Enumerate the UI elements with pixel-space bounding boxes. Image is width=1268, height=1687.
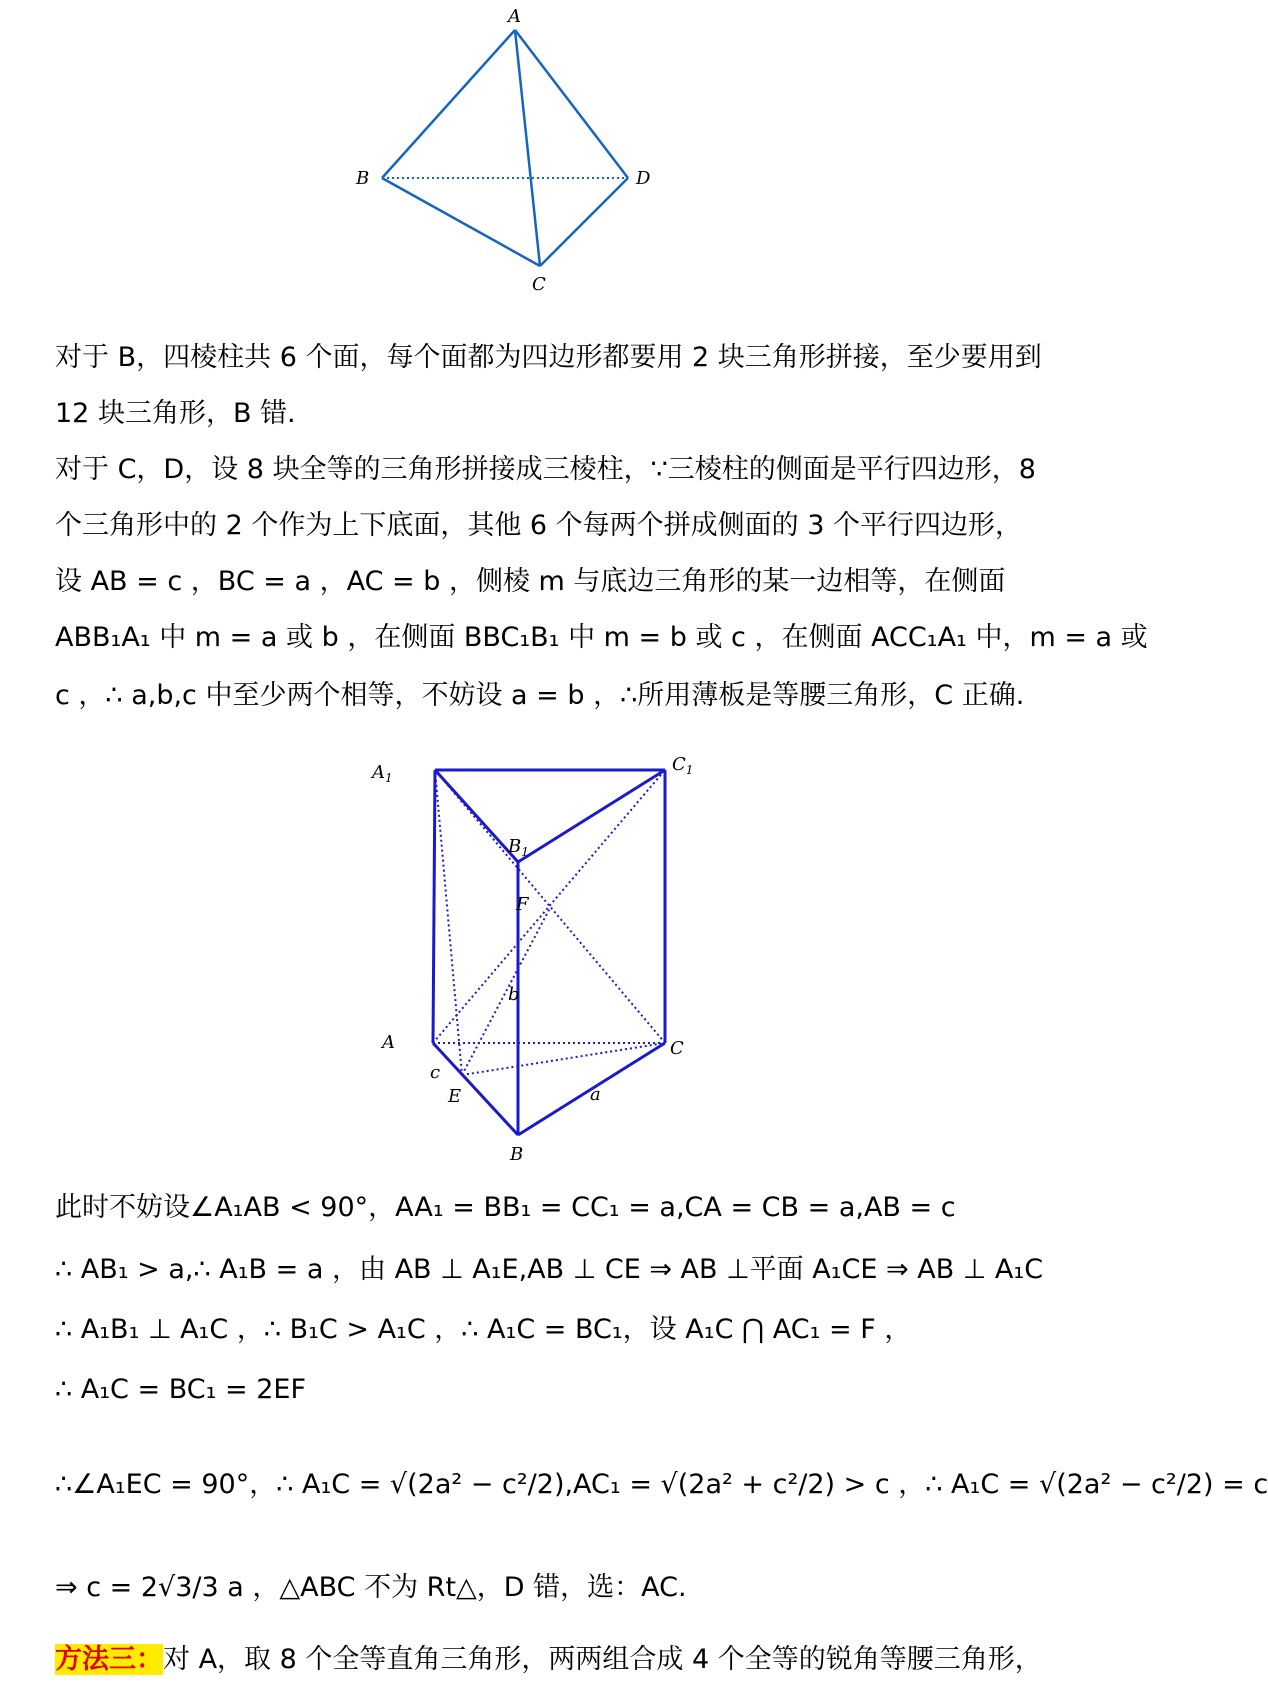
para-cd-line1: 对于 C，D，设 8 块全等的三角形拼接成三棱柱，∵三棱柱的侧面是平行四边形，8 (55, 454, 1036, 485)
diag-A1C (435, 770, 665, 1043)
label-A: A (382, 1032, 395, 1053)
label-C: C (532, 274, 546, 295)
para-cd-line2: 个三角形中的 2 个作为上下底面，其他 6 个每两个拼成侧面的 3 个平行四边形， (55, 510, 1023, 541)
tetrahedron-label-b-holder (350, 160, 380, 190)
seg-A1E (435, 770, 462, 1075)
edge-AB (382, 30, 515, 178)
para-cd-line5: c ，∴ a,b,c 中至少两个相等，不妨设 a = b ，∴所用薄板是等腰三角形，C 正确. (55, 680, 1025, 711)
edge-AD (515, 30, 628, 178)
label-C1: $C_1$ (672, 754, 694, 777)
label-C: C (670, 1038, 684, 1059)
label-B1: $B_1$ (508, 836, 529, 859)
edge-AB (433, 1043, 518, 1135)
method-three-tag: 方法三： (55, 1644, 163, 1675)
label-A1: $A_1$ (372, 762, 393, 785)
proof-line2: ∴ AB₁ > a,∴ A₁B = a ，由 AB ⊥ A₁E,AB ⊥ CE ⇒ AB ⊥平面 A₁CE ⇒ AB ⊥ A₁C (55, 1254, 1044, 1285)
seg-EC (462, 1043, 665, 1075)
proof-line6: ⇒ c = 2√3/3 a ，△ABC 不为 Rt△，D 错，选：AC. (55, 1572, 687, 1603)
tetrahedron-figure (370, 0, 700, 320)
para-cd-line4: ABB₁A₁ 中 m = a 或 b ，在侧面 BBC₁B₁ 中 m = b 或 c ，在侧面 ACC₁A₁ 中，m = a 或 (55, 622, 1148, 653)
label-F: F (516, 894, 529, 915)
diag-AC1 (433, 770, 665, 1043)
seg-EF (462, 908, 550, 1075)
proof-line5: ∴∠A₁EC = 90°，∴ A₁C = √(2a² − c²/2),AC₁ = √(2a² + c²/2) > c ，∴ A₁C = √(2a² − c²/2) = c (55, 1469, 1268, 1500)
para-b-line2: 12 块三角形，B 错. (55, 398, 296, 429)
edge-A1B1 (435, 770, 518, 862)
label-c: c (430, 1062, 441, 1083)
edge-B1C1 (518, 770, 665, 862)
label-E: E (448, 1086, 462, 1107)
prism-figure (372, 740, 710, 1170)
edge-BC (382, 178, 540, 266)
label-D: D (636, 168, 651, 189)
proof-line1: 此时不妨设∠A₁AB < 90°，AA₁ = BB₁ = CC₁ = a,CA = CB = a,AB = c (55, 1192, 956, 1223)
label-B: B (510, 1144, 524, 1165)
label-a: a (590, 1084, 601, 1105)
para-cd-line3: 设 AB = c ，BC = a ，AC = b ，侧棱 m 与底边三角形的某一边相等，在侧面 (55, 566, 1006, 597)
para-b-line1: 对于 B，四棱柱共 6 个面，每个面都为四边形都要用 2 块三角形拼接，至少要用到 (55, 342, 1042, 373)
proof-line3: ∴ A₁B₁ ⊥ A₁C ，∴ B₁C > A₁C ，∴ A₁C = BC₁，设 A₁C ⋂ AC₁ = F ， (55, 1314, 912, 1345)
edge-AA1 (433, 770, 435, 1043)
edge-AC (515, 30, 540, 266)
label-B-visible: B (356, 168, 370, 189)
edge-DC (540, 178, 628, 266)
method-three-line: 方法三：对 A，取 8 个全等直角三角形，两两组合成 4 个全等的锐角等腰三角形， (55, 1644, 1042, 1675)
label-A: A (508, 6, 521, 27)
label-b: b (508, 984, 520, 1005)
proof-line4: ∴ A₁C = BC₁ = 2EF (55, 1374, 306, 1405)
